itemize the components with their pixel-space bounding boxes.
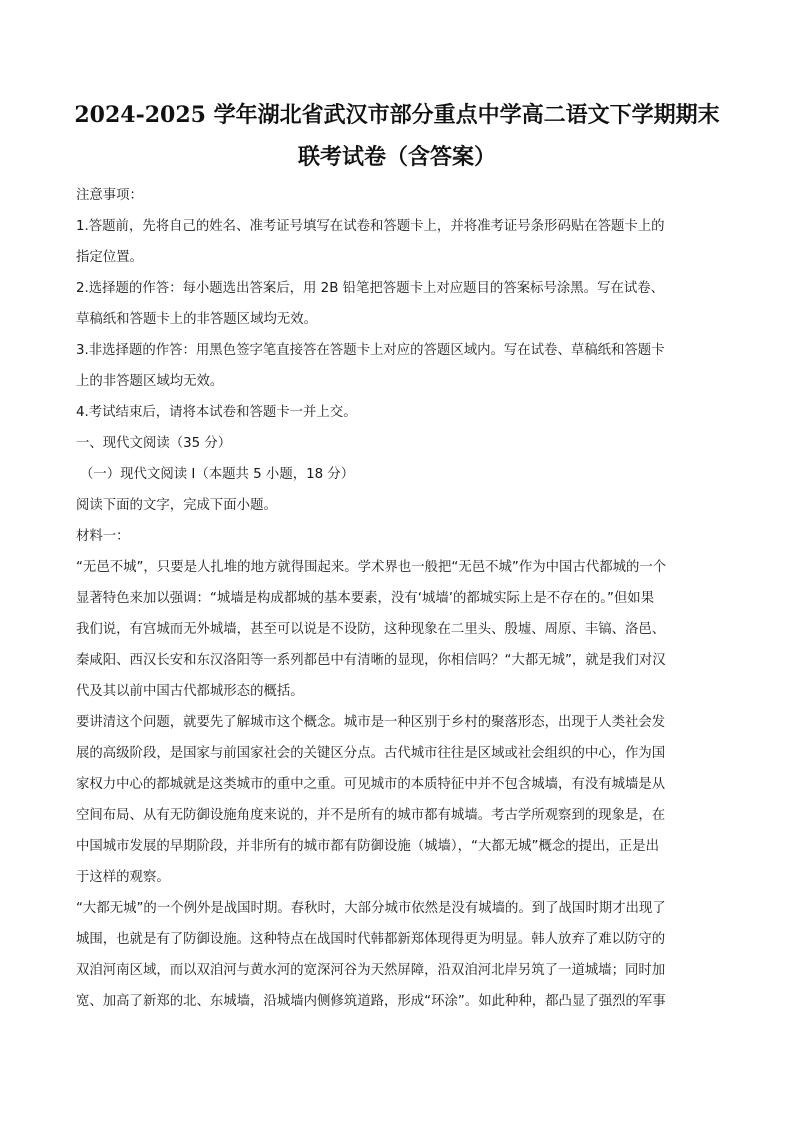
notice-item-1-continued: 指定位置。 (76, 250, 143, 265)
paragraph-1-line: 秦咸阳、西汉长安和东汉洛阳等一系列都邑中有清晰的显现，你相信吗？“大都无城”，就是我们对汉 (76, 653, 666, 668)
subsection-heading: （一）现代文阅读 I（本题共 5 小题，18 分） (80, 467, 355, 482)
document-title-line-1: 2024-2025 学年湖北省武汉市部分重点中学高二语文下学期期末 (74, 102, 720, 128)
material-label: 材料一： (76, 529, 130, 544)
paragraph-2-line: 于这样的观察。 (76, 870, 170, 885)
notice-item-1: 1.答题前，先将自己的姓名、准考证号填写在试卷和答题卡上，并将准考证号条形码贴在答题卡上的 (76, 219, 665, 234)
section-heading: 一、现代文阅读（35 分） (76, 436, 232, 451)
reading-instruction: 阅读下面的文字，完成下面小题。 (76, 498, 277, 513)
paragraph-2-line: 中国城市发展的早期阶段，并非所有的城市都有防御设施（城墙），“大都无城”概念的提出，正是出 (76, 839, 659, 854)
notice-item-2: 2.选择题的作答：每小题选出答案后，用 2B 铅笔把答题卡上对应题目的答案标号涂黑。写在试卷、 (76, 281, 665, 296)
paragraph-1-line: “无邑不城”，只要是人扎堆的地方就得围起来。学术界也一般把“无邑不城”作为中国古代都城的一个 (76, 560, 667, 575)
notice-item-3: 3.非选择题的作答：用黑色签字笔直接答在答题卡上对应的答题区域内。写在试卷、草稿纸和答题卡 (76, 343, 665, 358)
notice-item-4: 4.考试结束后，请将本试卷和答题卡一并上交。 (76, 405, 357, 420)
document-body (76, 180, 724, 1017)
paragraph-2-line: 要讲清这个问题，就要先了解城市这个概念。城市是一种区别于乡村的聚落形态，出现于人类社会发 (76, 715, 666, 730)
paragraph-3-line: “大都无城”的一个例外是战国时期。春秋时，大部分城市依然是没有城墙的。到了战国时期才出现了 (76, 901, 666, 916)
notice-item-3-continued: 上的非答题区域均无效。 (76, 374, 224, 389)
paragraph-1-line: 代及其以前中国古代都城形态的概括。 (76, 684, 304, 699)
paragraph-1-line: 显著特色来加以强调：“城墙是构成都城的基本要素，没有‘城墙’的都城实际上是不存在的。”但如果 (76, 591, 655, 606)
paragraph-3-line: 城围，也就是有了防御设施。这种特点在战国时代韩都新郑体现得更为明显。韩人放弃了难以防守的 (76, 932, 666, 947)
paragraph-3-line: 双洎河南区域，而以双洎河与黄水河的宽深河谷为天然屏障，沿双洎河北岸另筑了一道城墙；同时加 (76, 963, 666, 978)
paragraph-2-line: 展的高级阶段，是国家与前国家社会的关键区分点。古代城市往往是区域或社会组织的中心，作为国 (76, 746, 666, 761)
paragraph-2-line: 空间布局、从有无防御设施角度来说的，并不是所有的城市都有城墙。考古学所观察到的现象是，在 (76, 808, 666, 823)
paragraph-3-line: 宽、加高了新郑的北、东城墙，沿城墙内侧修筑道路，形成“环涂”。如此种种，都凸显了强烈的军事 (76, 994, 666, 1009)
notice-heading: 注意事项： (76, 188, 143, 203)
document-title-line-2: 联考试卷（含答案） (297, 144, 496, 170)
paragraph-1-line: 我们说，有宫城而无外城墙，甚至可以说是不设防，这种现象在二里头、殷墟、周原、丰镐、洛邑、 (76, 622, 666, 637)
notice-item-2-continued: 草稿纸和答题卡上的非答题区域均无效。 (76, 312, 318, 327)
paragraph-2-line: 家权力中心的都城就是这类城市的重中之重。可见城市的本质特征中并不包含城墙，有没有城墙是从 (76, 777, 666, 792)
